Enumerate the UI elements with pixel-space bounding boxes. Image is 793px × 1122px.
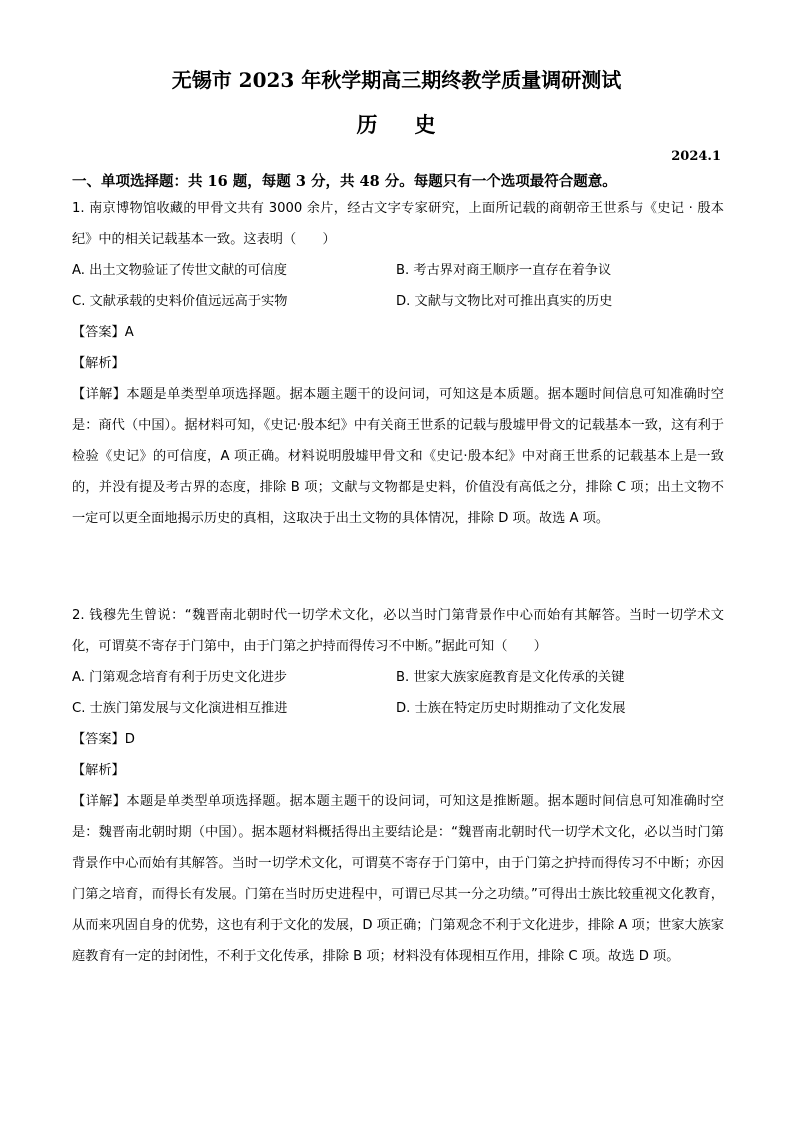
question-1-options-row-2 <box>72 286 724 317</box>
question-1-analysis-label: 【解析】 <box>72 356 125 371</box>
question-2-options-row-1 <box>72 662 724 693</box>
question-2-answer: 【答案】D <box>72 732 135 747</box>
question-2-analysis-label: 【解析】 <box>72 763 125 778</box>
question-2-option-a: A. 门第观念培育有利于历史文化进步 <box>72 670 287 685</box>
exam-date: 2024.1 <box>671 149 721 164</box>
question-1-option-d: D. 文献与文物比对可推出真实的历史 <box>396 294 613 309</box>
question-1-option-c: C. 文献承载的史料价值远远高于实物 <box>72 294 288 309</box>
question-2-stem: 2. 钱穆先生曾说：“魏晋南北朝时代一切学术文化，必以当时门第背景作中心而始有其解答。当时一切学术文化，可谓莫不寄存于门第中，由于门第之护持而得传习不中断。”据此可知（ ） <box>72 608 724 654</box>
subject-char-1: 历 <box>356 112 379 137</box>
question-1-option-b: B. 考古界对商王顺序一直存在着争议 <box>396 263 612 278</box>
question-2-options-row-2 <box>72 693 724 724</box>
question-1-detail: 【详解】本题是单类型单项选择题。据本题主题干的设问词，可知这是本质题。据本题时间信息可知准确时空是：商代（中国）。据材料可知，《史记·殷本纪》中有关商王世系的记载与殷墟甲骨文的记载基本一致，这有利于检验《史记》的可信度，A 项正确。材料说明殷墟甲骨文和《史记·殷本纪》中对商王世系的记载基本上是一致的，并没有提及考古界的态度，排除 B 项；文献与文物都是史料，价值没有高低之分，排除 C 项；出土文物不一定可以更全面地揭示历史的真相，这取决于出土文物的具体情况，排除 D 项。故选 A 项。 <box>72 387 724 526</box>
exam-title: 无锡市 2023 年秋学期高三期终教学质量调研测试 <box>171 68 622 92</box>
section-heading: 一、单项选择题：共 16 题，每题 3 分，共 48 分。每题只有一个选项最符合题意。 <box>72 173 617 190</box>
question-2 <box>72 600 724 972</box>
question-1-options-row-1 <box>72 255 724 286</box>
question-2-option-c: C. 士族门第发展与文化演进相互推进 <box>72 701 288 716</box>
question-2-option-b: B. 世家大族家庭教育是文化传承的关键 <box>396 670 625 685</box>
question-1-answer: 【答案】A <box>72 325 134 340</box>
question-1 <box>72 193 724 534</box>
question-2-option-d: D. 士族在特定历史时期推动了文化发展 <box>396 701 626 716</box>
subject-char-2: 史 <box>414 112 437 137</box>
subject-title <box>0 111 793 139</box>
question-1-stem: 1. 南京博物馆收藏的甲骨文共有 3000 余片，经古文字专家研究，上面所记载的商朝帝王世系与《史记 · 殷本纪》中的相关记载基本一致。这表明（ ） <box>72 201 724 247</box>
question-1-option-a: A. 出土文物验证了传世文献的可信度 <box>72 263 287 278</box>
question-2-detail: 【详解】本题是单类型单项选择题。据本题主题干的设问词，可知这是推断题。据本题时间信息可知准确时空是：魏晋南北朝时期（中国）。据本题材料概括得出主要结论是：“魏晋南北朝时代一切学术文化，必以当时门第背景作中心而始有其解答。当时一切学术文化，可谓莫不寄存于门第中，由于门第之护持而得传习不中断；亦因门第之培育，而得长有发展。门第在当时历史进程中，可谓已尽其一分之功绩。”可得出士族比较重视文化教育，从而来巩固自身的优势，这也有利于文化的发展，D 项正确；门第观念不利于文化进步，排除 A 项；世家大族家庭教育有一定的封闭性，不利于文化传承，排除 B 项；材料没有体现相互作用，排除 C 项。故选 D 项。 <box>72 794 724 964</box>
